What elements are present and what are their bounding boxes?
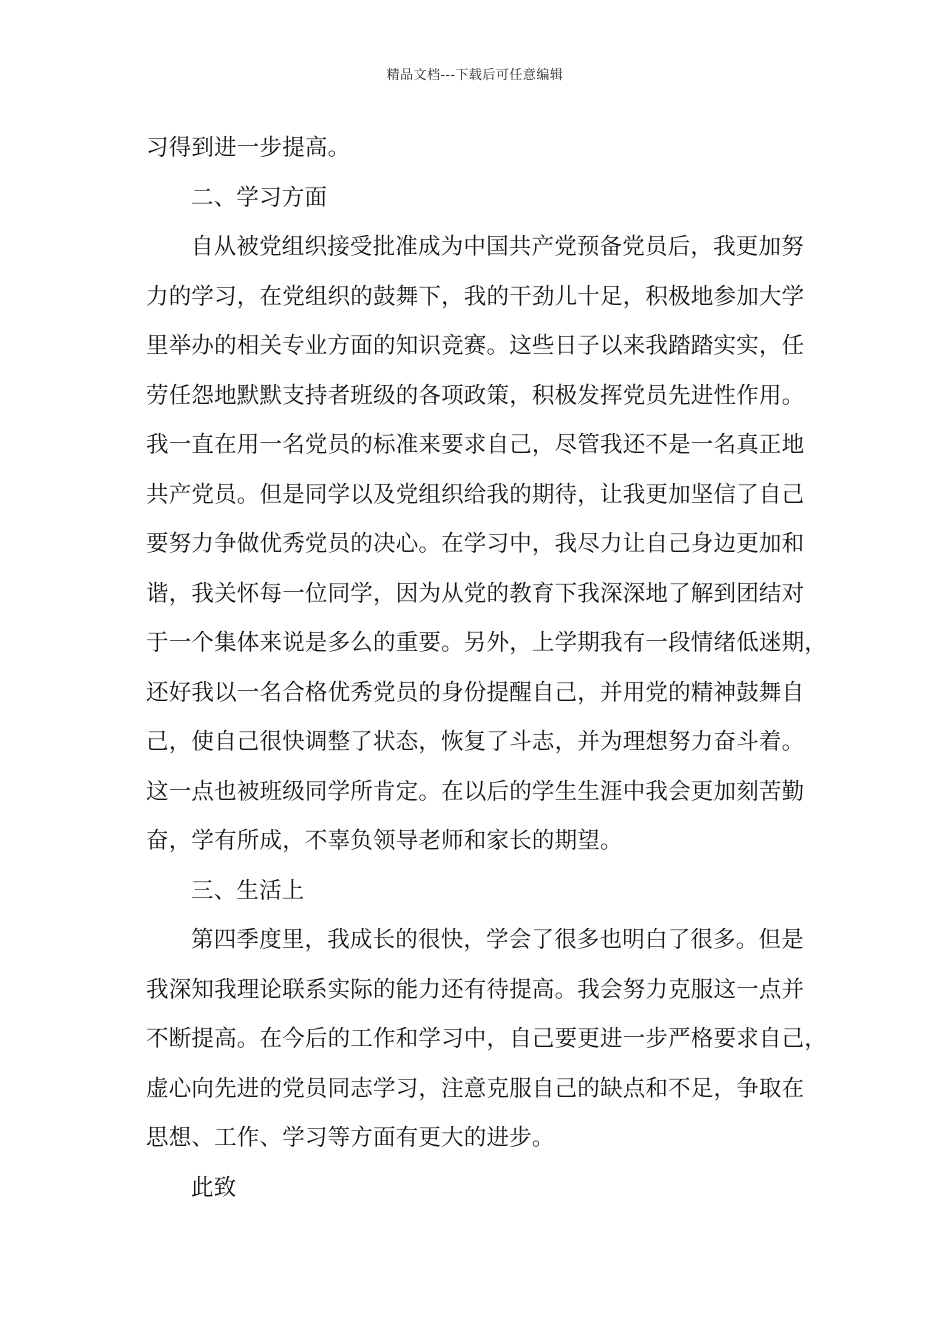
paragraph-line: 不断提高。在今后的工作和学习中，自己要更进一步严格要求自己， [146, 1026, 828, 1052]
paragraph-line: 我深知我理论联系实际的能力还有待提高。我会努力克服这一点并 [146, 976, 805, 1003]
paragraph-line: 劳任怨地默默支持者班级的各项政策，积极发挥党员先进性作用。 [146, 382, 805, 409]
paragraph-line: 要努力争做优秀党员的决心。在学习中，我尽力让自己身边更加和 [146, 531, 805, 557]
paragraph-line: 共产党员。但是同学以及党组织给我的期待，让我更加坚信了自己 [146, 481, 805, 508]
paragraph-line: 于一个集体来说是多么的重要。另外，上学期我有一段情绪低迷期， [146, 630, 828, 656]
paragraph-line: 第四季度里，我成长的很快，学会了很多也明白了很多。但是 [191, 927, 804, 953]
section-heading-study: 二、学习方面 [191, 184, 328, 211]
paragraph-line: 谐，我关怀每一位同学，因为从党的教育下我深深地了解到团结对 [146, 580, 805, 607]
paragraph-line: 里举办的相关专业方面的知识竞赛。这些日子以来我踏踏实实，任 [146, 333, 805, 359]
paragraph-line: 奋，学有所成，不辜负领导老师和家长的期望。 [146, 828, 623, 854]
page-header: 精品文档---下载后可任意编辑 [386, 68, 564, 83]
paragraph-line: 己，使自己很快调整了状态，恢复了斗志，并为理想努力奋斗着。 [146, 729, 805, 755]
paragraph-line: 力的学习，在党组织的鼓舞下，我的干劲儿十足，积极地参加大学 [146, 283, 805, 310]
paragraph-line: 思想、工作、学习等方面有更大的进步。 [146, 1125, 555, 1151]
closing-salutation: 此致 [191, 1174, 237, 1201]
paragraph-line: 我一直在用一名党员的标准来要求自己，尽管我还不是一名真正地 [146, 432, 805, 458]
paragraph-line: 习得到进一步提高。 [146, 135, 351, 161]
paragraph-line: 虚心向先进的党员同志学习，注意克服自己的缺点和不足，争取在 [146, 1075, 805, 1102]
document-body [146, 124, 828, 1213]
section-heading-life: 三、生活上 [191, 877, 305, 904]
paragraph-line: 自从被党组织接受批准成为中国共产党预备党员后，我更加努 [191, 234, 804, 260]
paragraph-line: 这一点也被班级同学所肯定。在以后的学生生涯中我会更加刻苦勤 [146, 778, 805, 805]
paragraph-line: 还好我以一名合格优秀党员的身份提醒自己，并用党的精神鼓舞自 [146, 679, 805, 706]
